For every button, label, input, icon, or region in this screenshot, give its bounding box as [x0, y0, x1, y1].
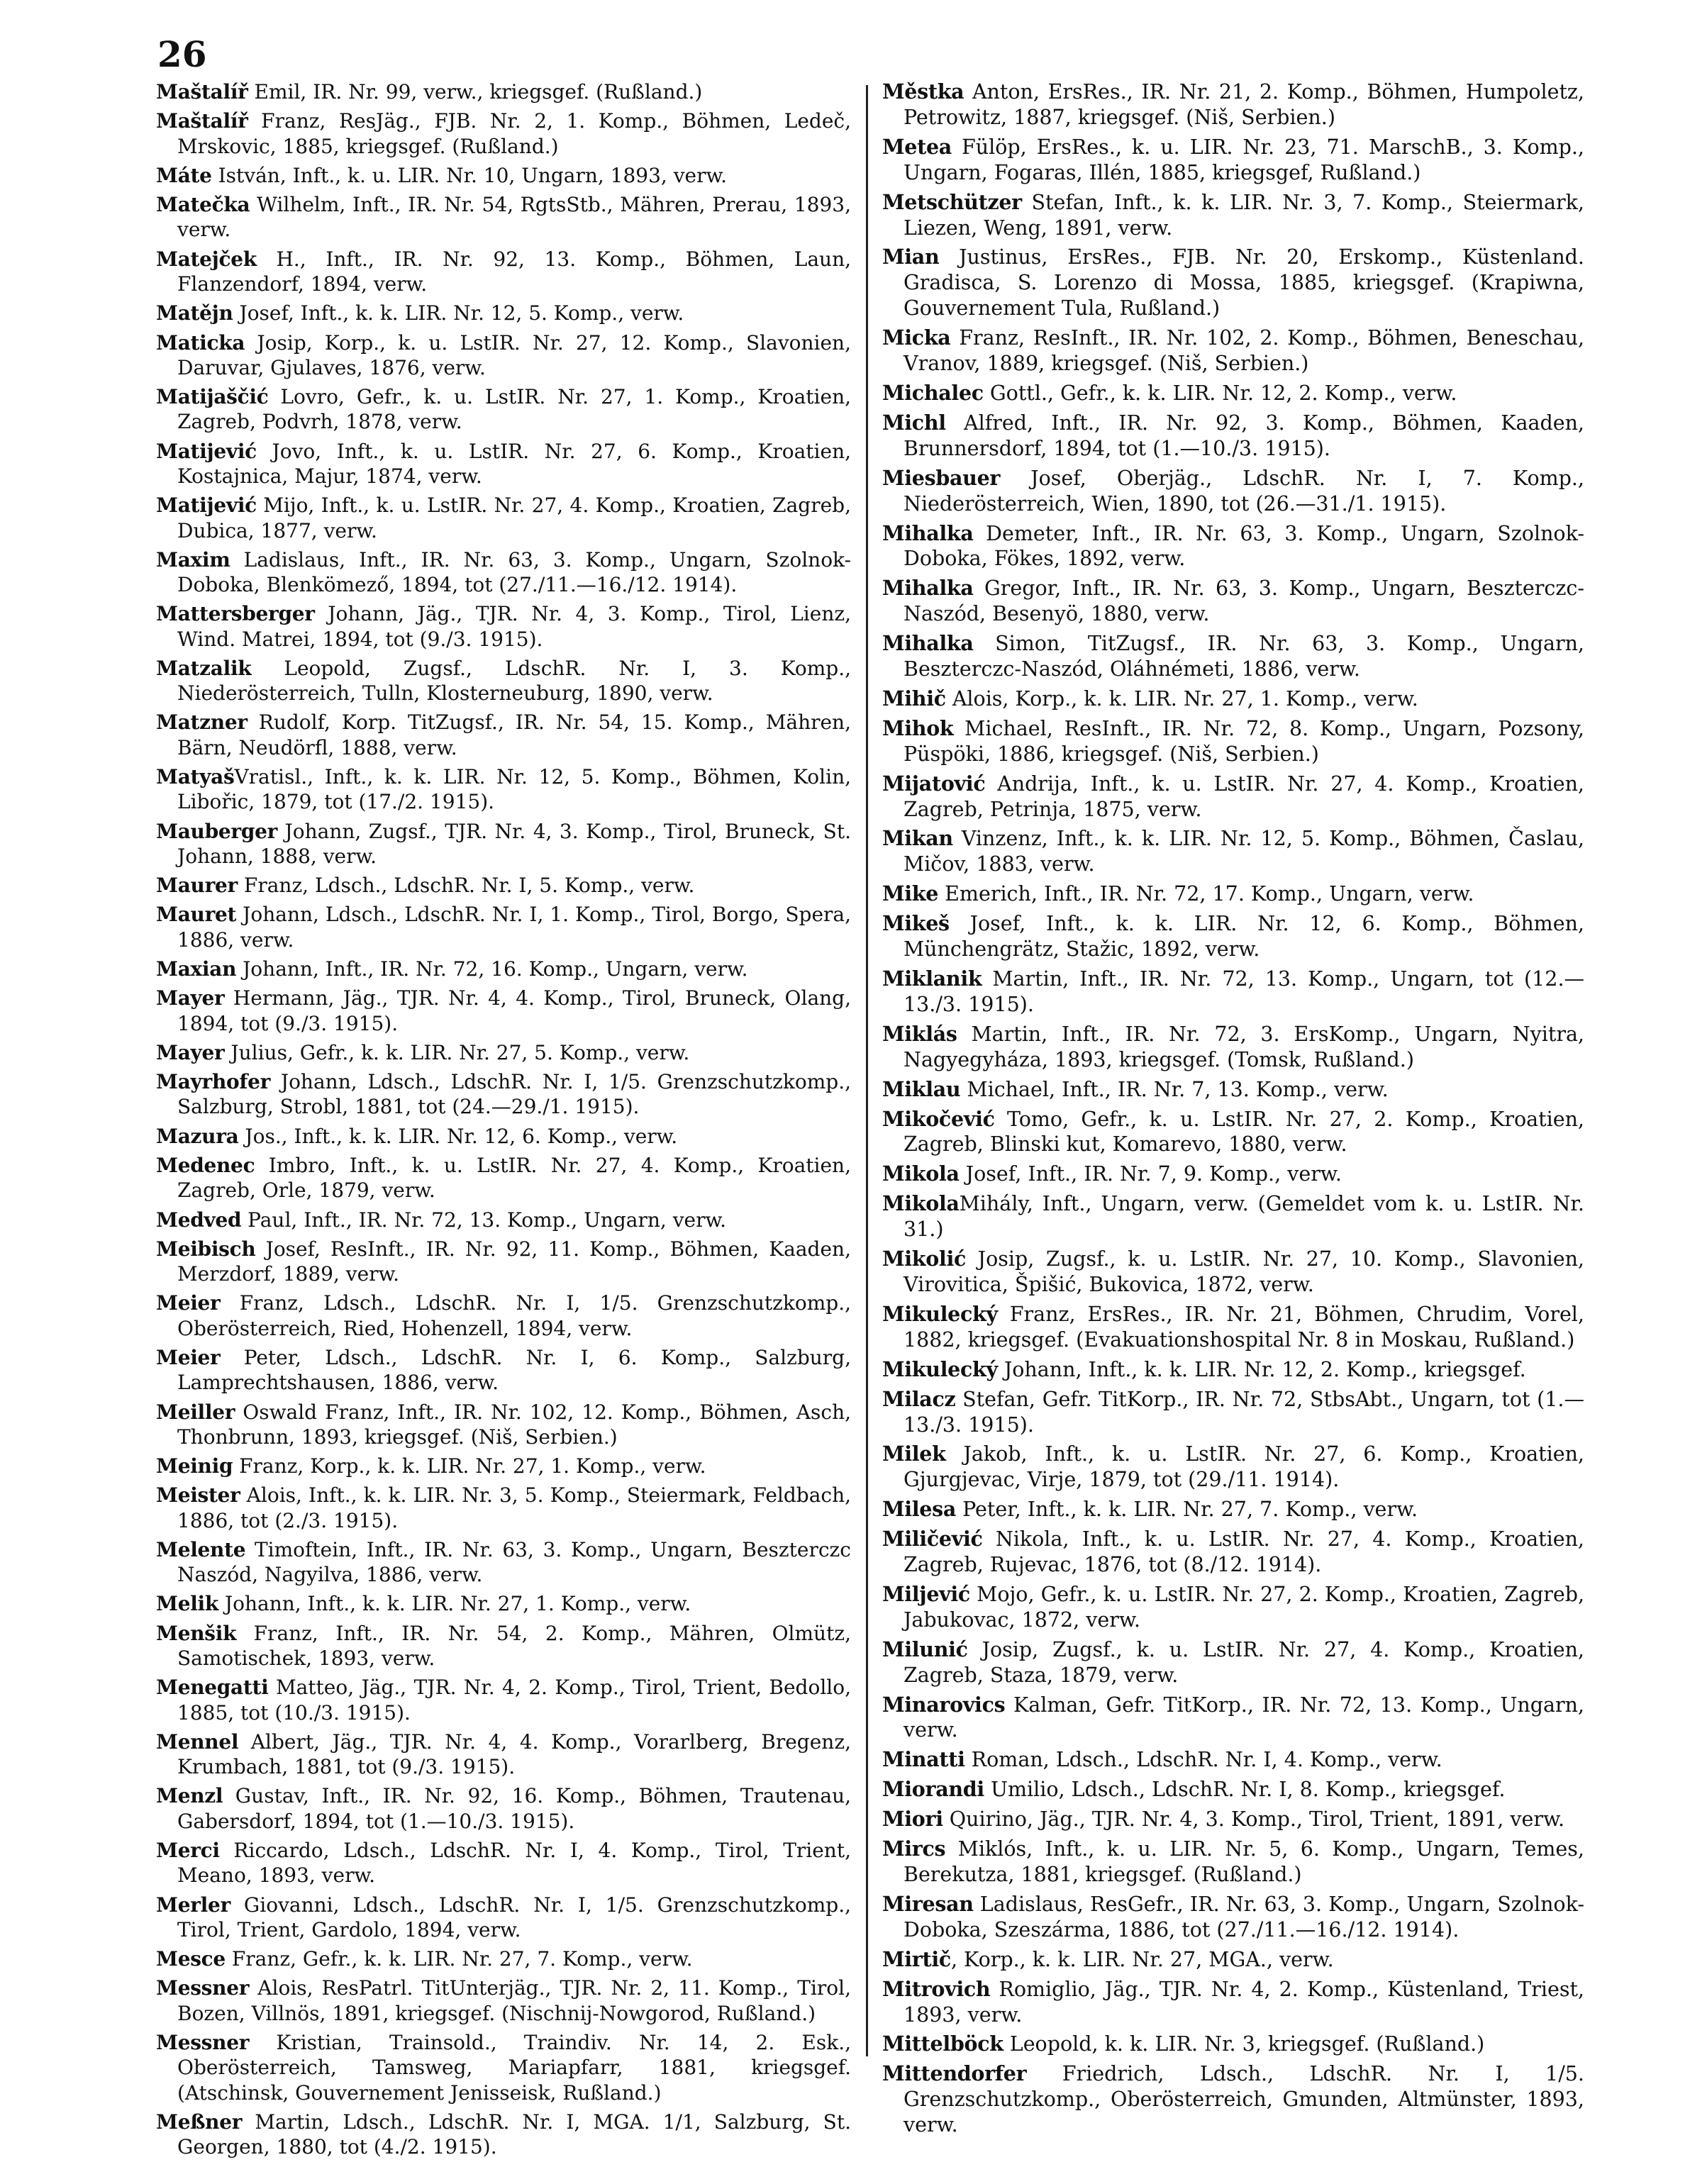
entry-surname: Matečka — [156, 193, 250, 217]
register-entry — [156, 1729, 851, 1780]
register-entry — [156, 1893, 851, 1943]
register-entry — [882, 381, 1584, 406]
entry-details: Stefan, Gefr. TitKorp., IR. Nr. 72, StbsAbt., Ungarn, tot (1.—13./3. 1915). — [904, 1387, 1584, 1437]
entry-details: Josef, Inft., k. k. LIR. Nr. 12, 5. Komp., verw. — [233, 301, 684, 325]
entry-details: Kalman, Gefr. TitKorp., IR. Nr. 72, 13. Komp., Ungarn, verw. — [904, 1693, 1584, 1742]
entry-details: Peter, Inft., k. k. LIR. Nr. 27, 7. Komp., verw. — [956, 1498, 1418, 1522]
register-entry — [882, 1022, 1584, 1073]
entry-surname: Michl — [882, 410, 946, 435]
entry-details: Umilio, Ldsch., LdschR. Nr. I, 8. Komp., kriegsgef. — [984, 1778, 1506, 1802]
entry-details: Michael, Inft., IR. Nr. 7, 13. Komp., verw. — [960, 1077, 1389, 1101]
entry-surname: Maxian — [156, 957, 237, 981]
entry-details: Tomo, Gefr., k. u. LstIR. Nr. 27, 2. Komp., Kroatien, Zagreb, Blinski kut, Komarevo, 1880, verw. — [904, 1107, 1584, 1157]
entry-details: Emerich, Inft., IR. Nr. 72, 17. Komp., Ungarn, verw. — [938, 882, 1474, 906]
entry-details: Franz, ResInft., IR. Nr. 102, 2. Komp., Böhmen, Beneschau, Vranov, 1889, kriegsgef. (Niš, Serbien.) — [904, 326, 1584, 376]
entry-details: Franz, Korp., k. k. LIR. Nr. 27, 1. Komp., verw. — [233, 1454, 706, 1478]
column-divider — [866, 85, 868, 2056]
register-entry — [156, 1069, 851, 1120]
register-entry — [156, 247, 851, 297]
entry-details: Martin, Ldsch., LdschR. Nr. I, MGA. 1/1, Salzburg, St. Georgen, 1880, tot (4./2. 1915). — [177, 2110, 851, 2159]
register-entry — [156, 1838, 851, 1888]
entry-details: Alois, Inft., k. k. LIR. Nr. 3, 5. Komp., Steiermark, Feldbach, 1886, tot (2./3. 1915). — [177, 1483, 851, 1532]
register-entry — [882, 881, 1584, 907]
register-entry — [156, 330, 851, 381]
register-entry — [882, 1161, 1584, 1187]
entry-details: Franz, Ldsch., LdschR. Nr. I, 1/5. Grenzschutzkomp., Oberösterreich, Ried, Hohenzell, 1894, verw. — [177, 1291, 851, 1340]
register-entry — [882, 1693, 1584, 1744]
register-entry — [156, 1040, 851, 1065]
entry-details: Anton, ErsRes., IR. Nr. 21, 2. Komp., Böhmen, Humpoletz, Petrowitz, 1887, kriegsgef. (Niš, Serbien.) — [904, 80, 1584, 129]
entry-details: Stefan, Inft., k. k. LIR. Nr. 3, 7. Komp., Steiermark, Liezen, Weng, 1891, verw. — [904, 190, 1584, 240]
entry-surname: Mikeš — [882, 911, 950, 936]
entry-details: Roman, Ldsch., LdschR. Nr. I, 4. Komp., verw. — [964, 1748, 1442, 1772]
entry-details: Giovanni, Ldsch., LdschR. Nr. I, 1/5. Grenzschutzkomp., Tirol, Trient, Gardolo, 1894, verw. — [177, 1893, 851, 1941]
register-entry — [156, 902, 851, 952]
entry-details: Johann, Ldsch., LdschR. Nr. I, 1/5. Grenzschutzkomp., Salzburg, Strobl, 1881, tot (24.—29./1. 1915). — [177, 1070, 851, 1119]
register-entry — [882, 135, 1584, 186]
entry-surname: Mayer — [156, 986, 225, 1010]
register-entry — [156, 2030, 851, 2105]
register-entry — [156, 301, 851, 325]
entry-details: Nikola, Inft., k. u. LstIR. Nr. 27, 4. Komp., Kroatien, Zagreb, Rujevac, 1876, tot (8./12. 1914). — [904, 1527, 1584, 1577]
register-entry — [156, 656, 851, 706]
entry-details: Peter, Ldsch., LdschR. Nr. I, 6. Komp., Salzburg, Lamprechtshausen, 1886, verw. — [177, 1345, 851, 1395]
entry-surname: Mittelböck — [882, 2032, 1004, 2056]
entry-details: Josef, Oberjäg., LdschR. Nr. I, 7. Komp., Niederösterreich, Wien, 1890, tot (26.—31./1. 1915). — [904, 466, 1584, 516]
entry-details: Miklós, Inft., k. u. LIR. Nr. 5, 6. Komp., Ungarn, Temes, Berekutza, 1881, kriegsgef. (Rußland.) — [904, 1837, 1584, 1886]
register-entry — [882, 1747, 1584, 1773]
entry-surname: Mauret — [156, 903, 237, 927]
entry-surname: Milek — [882, 1442, 946, 1466]
entry-details: Matteo, Jäg., TJR. Nr. 4, 2. Komp., Tirol, Trient, Bedollo, 1885, tot (10./3. 1915). — [177, 1676, 851, 1725]
entry-details: Franz, ResJäg., FJB. Nr. 2, 1. Komp., Böhmen, Ledeč, Mrskovic, 1885, kriegsgef. (Rußland.) — [177, 109, 851, 158]
entry-details: Franz, Ldsch., LdschR. Nr. I, 5. Komp., verw. — [238, 874, 695, 898]
entry-surname: Meier — [156, 1345, 221, 1369]
entry-surname: Meibisch — [156, 1237, 256, 1261]
entry-surname: Merci — [156, 1839, 220, 1862]
entry-details: Gustav, Inft., IR. Nr. 92, 16. Komp., Böhmen, Trautenau, Gabersdorf, 1894, tot (1.—10./3. 1915). — [177, 1784, 851, 1833]
entry-details: Gregor, Inft., IR. Nr. 63, 3. Komp., Ungarn, Beszterczc-Naszód, Besenyö, 1880, verw. — [904, 576, 1584, 626]
entry-details: Vratisl., Inft., k. k. LIR. Nr. 12, 5. Komp., Böhmen, Kolin, Libořic, 1879, tot (17./2. 1915). — [177, 765, 851, 814]
entry-surname: Miličević — [882, 1527, 983, 1551]
entry-surname: Meier — [156, 1291, 221, 1315]
register-entry — [882, 1807, 1584, 1832]
entry-surname: Mennel — [156, 1729, 239, 1754]
register-entry — [156, 2110, 851, 2160]
entry-details: Imbro, Inft., k. u. LstIR. Nr. 27, 4. Komp., Kroatien, Zagreb, Orle, 1879, verw. — [177, 1153, 851, 1203]
entry-details: Andrija, Inft., k. u. LstIR. Nr. 27, 4. Komp., Kroatien, Zagreb, Petrinja, 1875, verw. — [904, 771, 1584, 821]
entry-surname: Messner — [156, 1976, 250, 2000]
entry-details: Justinus, ErsRes., FJB. Nr. 20, Erskomp., Küstenland. Gradisca, S. Lorenzo di Mossa, 1885, kriegsgef. (Krapiwna, Gouvernement Tula, Rußland.) — [904, 245, 1584, 321]
entry-details: Josip, Korp., k. u. LstIR. Nr. 27, 12. Komp., Slavonien, Daruvar, Gjulaves, 1876, verw. — [177, 330, 851, 379]
entry-surname: Maticka — [156, 330, 245, 355]
entry-details: Friedrich, Ldsch., LdschR. Nr. I, 1/5. Grenzschutzkomp., Oberösterreich, Gmunden, Altmünster, 1893, verw. — [904, 2062, 1584, 2137]
register-entry — [882, 1947, 1584, 1973]
entry-surname: Menzl — [156, 1784, 223, 1808]
register-entry — [882, 2061, 1584, 2138]
entry-surname: Mikulecký — [882, 1356, 998, 1381]
entry-surname: Maxim — [156, 547, 230, 572]
register-entry — [156, 163, 851, 188]
register-entry — [156, 1591, 851, 1616]
entry-surname: Mitrovich — [882, 1976, 991, 2001]
register-entry — [156, 547, 851, 598]
register-entry — [156, 764, 851, 815]
entry-surname: Mihok — [882, 715, 954, 740]
entry-surname: Mikolić — [882, 1247, 967, 1271]
entry-details: Martin, Inft., IR. Nr. 72, 13. Komp., Ungarn, tot (12.—13./3. 1915). — [904, 967, 1584, 1016]
entry-details: Johann, Inft., k. k. LIR. Nr. 27, 1. Komp., verw. — [218, 1592, 691, 1616]
entry-details: Franz, ErsRes., IR. Nr. 21, Böhmen, Chrudim, Vorel, 1882, kriegsgef. (Evakuationshospital Nr. 8 in Moskau, Rußland.) — [904, 1302, 1584, 1352]
entry-surname: Mian — [882, 245, 940, 269]
entry-details: Mihály, Inft., Ungarn, verw. (Gemeldet vom k. u. LstIR. Nr. 31.) — [904, 1192, 1584, 1242]
entry-details: Hermann, Jäg., TJR. Nr. 4, 4. Komp., Tirol, Bruneck, Olang, 1894, tot (9./3. 1915). — [177, 986, 851, 1035]
register-entry — [156, 819, 851, 869]
entry-details: Rudolf, Korp. TitZugsf., IR. Nr. 54, 15. Komp., Mähren, Bärn, Neudörfl, 1888, verw. — [177, 711, 851, 759]
entry-surname: Menegatti — [156, 1676, 269, 1700]
entry-details: Franz, Inft., IR. Nr. 54, 2. Komp., Mähren, Olmütz, Samotischek, 1893, verw. — [177, 1621, 851, 1671]
register-entry — [882, 1247, 1584, 1298]
entry-surname: Medenec — [156, 1153, 255, 1177]
entry-details: Alois, ResPatrl. TitUnterjäg., TJR. Nr. 2, 11. Komp., Tirol, Bozen, Villnös, 1891, kriegsgef. (Nischnij-Nowgorod, Rußland.) — [177, 1976, 851, 2025]
entry-surname: Mikulecký — [882, 1301, 998, 1326]
entry-surname: Matijaščić — [156, 385, 269, 409]
register-entry — [156, 873, 851, 898]
register-entry — [156, 1483, 851, 1533]
entry-surname: Micka — [882, 325, 951, 350]
entry-surname: Mikola — [882, 1161, 960, 1186]
entry-surname: Minatti — [882, 1747, 965, 1772]
entry-details: Gottl., Gefr., k. k. LIR. Nr. 12, 2. Komp., verw. — [983, 381, 1457, 405]
entry-details: , Korp., k. k. LIR. Nr. 27, MGA., verw. — [950, 1947, 1334, 1971]
entry-surname: Medved — [156, 1208, 242, 1232]
page-number: 26 — [157, 33, 207, 75]
entry-details: Lovro, Gefr., k. u. LstIR. Nr. 27, 1. Komp., Kroatien, Zagreb, Podvrh, 1878, verw. — [177, 385, 851, 434]
entry-surname: Mesce — [156, 1947, 226, 1971]
entry-surname: Miresan — [882, 1891, 974, 1916]
entry-surname: Miljević — [882, 1581, 970, 1606]
entry-details: Ladislaus, Inft., IR. Nr. 63, 3. Komp., Ungarn, Szolnok-Doboka, Blenkömező, 1894, tot (27./11.—16./12. 1914). — [177, 547, 851, 597]
register-entry — [882, 1442, 1584, 1493]
register-entry — [882, 411, 1584, 462]
entry-details: Martin, Inft., IR. Nr. 72, 3. ErsKomp., Ungarn, Nyitra, Nagyegyháza, 1893, kriegsgef. (Tomsk, Rußland.) — [904, 1022, 1584, 1071]
register-entry — [882, 79, 1584, 130]
register-entry — [156, 1208, 851, 1232]
entry-details: Quirino, Jäg., TJR. Nr. 4, 3. Komp., Tirol, Trient, 1891, verw. — [943, 1807, 1565, 1832]
entry-surname: Maštalíř — [156, 109, 248, 133]
register-entry — [156, 1454, 851, 1478]
entry-details: István, Inft., k. u. LIR. Nr. 10, Ungarn, 1893, verw. — [211, 163, 728, 187]
register-entry — [156, 1345, 851, 1395]
register-entry — [882, 966, 1584, 1018]
entry-details: Ladislaus, ResGefr., IR. Nr. 63, 3. Komp., Ungarn, Szolnok-Doboka, Szeszárma, 1886, tot (27./11.—16./12. 1914). — [904, 1892, 1584, 1941]
entry-details: Oswald Franz, Inft., IR. Nr. 102, 12. Komp., Böhmen, Asch, Thonbrunn, 1893, kriegsgef. (Niš, Serbien.) — [177, 1400, 851, 1449]
entry-surname: Maurer — [156, 874, 238, 898]
entry-details: Johann, Ldsch., LdschR. Nr. I, 1. Komp., Tirol, Borgo, Spera, 1886, verw. — [177, 903, 851, 952]
entry-surname: Minarovics — [882, 1692, 1006, 1717]
entry-surname: Matzner — [156, 711, 248, 735]
entry-details: Wilhelm, Inft., IR. Nr. 54, RgtsStb., Mähren, Prerau, 1893, verw. — [177, 193, 851, 242]
register-entry — [882, 466, 1584, 517]
register-entry — [156, 1675, 851, 1725]
entry-surname: Matzalik — [156, 656, 252, 680]
entry-details: Albert, Jäg., TJR. Nr. 4, 4. Komp., Vorarlberg, Bregenz, Krumbach, 1881, tot (9./3. 1915). — [177, 1729, 851, 1779]
entry-details: Alois, Korp., k. k. LIR. Nr. 27, 1. Komp., verw. — [945, 686, 1418, 711]
entry-details: Vinzenz, Inft., k. k. LIR. Nr. 12, 5. Komp., Böhmen, Časlau, Mičov, 1883, verw. — [904, 827, 1584, 876]
register-entry — [156, 1124, 851, 1149]
register-entry — [882, 911, 1584, 962]
entry-surname: Melente — [156, 1537, 246, 1561]
register-entry — [156, 439, 851, 489]
entry-details: Johann, Inft., IR. Nr. 72, 16. Komp., Ungarn, verw. — [236, 957, 748, 981]
register-entry — [882, 521, 1584, 572]
entry-surname: Matejček — [156, 247, 257, 271]
right-column — [882, 79, 1584, 2171]
entry-details: Simon, TitZugsf., IR. Nr. 63, 3. Komp., Ungarn, Beszterczc-Naszód, Oláhnémeti, 1886, verw. — [904, 632, 1584, 681]
entry-details: H., Inft., IR. Nr. 92, 13. Komp., Böhmen, Laun, Flanzendorf, 1894, verw. — [177, 247, 851, 296]
entry-details: Romiglio, Jäg., TJR. Nr. 4, 2. Komp., Küstenland, Triest, 1893, verw. — [904, 1977, 1584, 2027]
entry-surname: Mihič — [882, 686, 946, 711]
entry-details: Fülöp, ErsRes., k. u. LIR. Nr. 23, 71. MarschB., 3. Komp., Ungarn, Fogaras, Illén, 1885, kriegsgef, Rußland.) — [904, 135, 1584, 184]
register-entry — [156, 1537, 851, 1588]
entry-surname: Mauberger — [156, 819, 278, 843]
entry-details: Josef, ResInft., IR. Nr. 92, 11. Komp., Böhmen, Kaaden, Merzdorf, 1889, verw. — [177, 1237, 851, 1286]
entry-surname: Merler — [156, 1893, 230, 1917]
register-entry — [882, 1977, 1584, 2028]
register-entry — [882, 826, 1584, 877]
entry-surname: Metea — [882, 134, 952, 159]
register-entry — [156, 384, 851, 435]
register-entry — [882, 245, 1584, 321]
entry-surname: Mirtič — [882, 1946, 951, 1971]
register-entry — [156, 1783, 851, 1834]
entry-surname: Mircs — [882, 1837, 946, 1861]
entry-details: Paul, Inft., IR. Nr. 72, 13. Komp., Ungarn, verw. — [241, 1208, 727, 1232]
register-entry — [156, 710, 851, 760]
entry-details: Josip, Zugsf., k. u. LstIR. Nr. 27, 10. Komp., Slavonien, Virovitica, Špišić, Bukovica, 1872, verw. — [904, 1247, 1584, 1296]
entry-details: Jos., Inft., k. k. LIR. Nr. 12, 6. Komp., verw. — [238, 1124, 678, 1148]
entry-surname: Menšik — [156, 1621, 237, 1645]
register-entry — [882, 1191, 1584, 1242]
register-entry — [156, 1237, 851, 1287]
entry-details: Josef, Inft., IR. Nr. 7, 9. Komp., verw. — [959, 1162, 1342, 1186]
entry-surname: Mikan — [882, 826, 953, 851]
register-entry — [156, 986, 851, 1036]
entry-surname: Mattersberger — [156, 602, 315, 626]
entry-surname: Messner — [156, 2030, 250, 2054]
left-column — [156, 79, 851, 2171]
register-entry — [882, 1777, 1584, 1803]
register-entry — [156, 601, 851, 652]
entry-details: Josip, Zugsf., k. u. LstIR. Nr. 27, 4. Komp., Kroatien, Zagreb, Staza, 1879, verw. — [904, 1637, 1584, 1687]
entry-surname: Matějn — [156, 301, 233, 325]
register-entry — [156, 79, 851, 104]
register-entry — [882, 1077, 1584, 1103]
entry-surname: Miklás — [882, 1021, 957, 1046]
entry-surname: Milunić — [882, 1637, 968, 1661]
register-entry — [156, 192, 851, 243]
entry-details: Josef, Inft., k. k. LIR. Nr. 12, 6. Komp., Böhmen, Münchengrätz, Stažic, 1892, verw. — [904, 912, 1584, 962]
register-entry — [156, 1946, 851, 1971]
entry-details: Michael, ResInft., IR. Nr. 72, 8. Komp., Ungarn, Pozsony, Püspöki, 1886, kriegsgef. (Niš, Serbien.) — [904, 716, 1584, 766]
entry-surname: Michalec — [882, 380, 984, 405]
entry-surname: Mijatović — [882, 771, 986, 796]
entry-details: Mijo, Inft., k. u. LstIR. Nr. 27, 4. Komp., Kroatien, Zagreb, Dubica, 1877, verw. — [177, 494, 851, 542]
register-entry — [882, 1107, 1584, 1158]
register-entry — [156, 1621, 851, 1671]
entry-surname: Matijević — [156, 439, 257, 463]
register-entry — [882, 325, 1584, 377]
register-entry — [156, 957, 851, 981]
register-entry — [882, 2032, 1584, 2057]
entry-details: Johann, Inft., k. k. LIR. Nr. 12, 2. Komp., kriegsgef. — [997, 1357, 1526, 1381]
entry-surname: Mihalka — [882, 576, 974, 601]
register-entry — [882, 686, 1584, 712]
entry-surname: Mayrhofer — [156, 1070, 271, 1094]
entry-surname: Mikočević — [882, 1106, 995, 1131]
register-entry — [156, 108, 851, 159]
entry-details: Demeter, Inft., IR. Nr. 63, 3. Komp., Ungarn, Szolnok-Doboka, Fökes, 1892, verw. — [904, 521, 1584, 571]
entry-details: Johann, Zugsf., TJR. Nr. 4, 3. Komp., Tirol, Bruneck, St. Johann, 1888, verw. — [177, 819, 851, 868]
entry-surname: Meiller — [156, 1400, 235, 1424]
entry-surname: Meister — [156, 1483, 240, 1508]
entry-details: Kristian, Trainsold., Traindiv. Nr. 14, 2. Esk., Oberösterreich, Tamsweg, Mariapfarr, 1881, kriegsgef. (Atschinsk, Gouvernement Jenisseisk, Rußland.) — [177, 2030, 851, 2105]
entry-surname: Mihalka — [882, 631, 974, 656]
entry-details: Leopold, Zugsf., LdschR. Nr. I, 3. Komp., Niederösterreich, Tulln, Klosterneuburg, 1890, verw. — [177, 656, 851, 706]
register-entry — [882, 1357, 1584, 1383]
entry-surname: Milesa — [882, 1497, 957, 1522]
entry-details: Mojo, Gefr., k. u. LstIR. Nr. 27, 2. Komp., Kroatien, Zagreb, Jabukovac, 1872, verw. — [904, 1582, 1584, 1632]
entry-surname: Mikola — [882, 1191, 960, 1216]
entry-details: Jakob, Inft., k. u. LstIR. Nr. 27, 6. Komp., Kroatien, Gjurgjevac, Virje, 1879, tot (29./11. 1914). — [904, 1442, 1584, 1492]
entry-surname: Miorandi — [882, 1777, 984, 1802]
entry-details: Jovo, Inft., k. u. LstIR. Nr. 27, 6. Komp., Kroatien, Kostajnica, Majur, 1874, verw. — [177, 439, 851, 488]
entry-surname: Miklanik — [882, 966, 982, 991]
entry-details: Timoftein, Inft., IR. Nr. 63, 3. Komp., Ungarn, Beszterczc Naszód, Nagyilva, 1886, verw. — [177, 1537, 851, 1587]
entry-details: Riccardo, Ldsch., LdschR. Nr. I, 4. Komp., Tirol, Trient, Meano, 1893, verw. — [177, 1839, 851, 1888]
entry-surname: Miklau — [882, 1076, 961, 1101]
register-entry — [882, 1527, 1584, 1578]
register-entry — [156, 1291, 851, 1341]
entry-surname: Meinig — [156, 1454, 233, 1478]
register-entry — [156, 1400, 851, 1450]
entry-surname: Maštalíř — [156, 80, 248, 104]
entry-details: Julius, Gefr., k. k. LIR. Nr. 27, 5. Komp., verw. — [224, 1040, 690, 1064]
entry-surname: Mihalka — [882, 520, 974, 545]
register-entry — [882, 1582, 1584, 1633]
entry-surname: Miesbauer — [882, 465, 1001, 490]
entry-details: Franz, Gefr., k. k. LIR. Nr. 27, 7. Komp., verw. — [225, 1947, 693, 1971]
register-entry — [156, 1153, 851, 1203]
register-entry — [882, 771, 1584, 823]
register-entry — [882, 716, 1584, 767]
register-entry — [882, 1387, 1584, 1438]
entry-surname: Máte — [156, 163, 212, 187]
entry-surname: Mazura — [156, 1124, 239, 1148]
entry-surname: Mike — [882, 881, 939, 906]
entry-details: Johann, Jäg., TJR. Nr. 4, 3. Komp., Tirol, Lienz, Wind. Matrei, 1894, tot (9./3. 1915). — [177, 602, 851, 651]
register-entry — [882, 1302, 1584, 1353]
register-entry — [882, 576, 1584, 627]
entry-surname: Melik — [156, 1592, 218, 1616]
entry-surname: Milacz — [882, 1386, 956, 1411]
register-entry — [882, 631, 1584, 682]
entry-surname: Metschützer — [882, 189, 1022, 214]
entry-details: Emil, IR. Nr. 99, verw., kriegsgef. (Rußland.) — [248, 80, 703, 104]
entry-surname: Mittendorfer — [882, 2061, 1027, 2086]
entry-surname: Městka — [882, 79, 964, 104]
entry-surname: Mayer — [156, 1040, 225, 1064]
register-entry — [882, 1497, 1584, 1522]
register-entry — [156, 1976, 851, 2026]
entry-details: Alfred, Inft., IR. Nr. 92, 3. Komp., Böhmen, Kaaden, Brunnersdorf, 1894, tot (1.—10./3. 1915). — [904, 411, 1584, 460]
entry-surname: Matyaš — [156, 765, 235, 789]
entry-surname: Miori — [882, 1807, 943, 1832]
entry-surname: Meßner — [156, 2110, 243, 2134]
register-entry — [882, 1892, 1584, 1943]
register-entry — [882, 1637, 1584, 1688]
entry-surname: Matijević — [156, 494, 257, 518]
register-entry — [882, 190, 1584, 241]
register-entry — [156, 493, 851, 543]
register-entry — [882, 1837, 1584, 1888]
entry-details: Leopold, k. k. LIR. Nr. 3, kriegsgef. (Rußland.) — [1003, 2032, 1485, 2056]
